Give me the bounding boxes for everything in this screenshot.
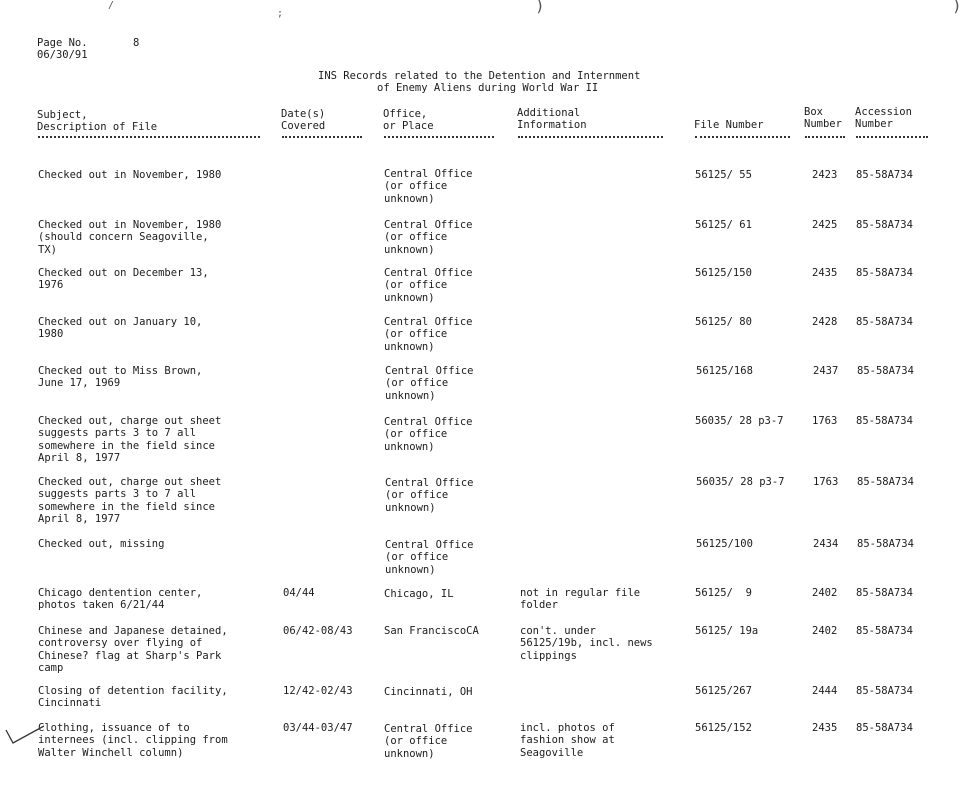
cell-subject: Checked out on January 10, 1980 [38,316,203,341]
document-title: INS Records related to the Detention and Internment [318,70,641,82]
cell-file-number: 56125/ 19a [695,625,759,637]
page-number: 8 [133,37,140,49]
cell-subject: Closing of detention facility, Cincinnati [38,685,228,710]
cell-office: Cincinnati, OH [384,686,473,698]
scan-mark: ) [535,0,545,15]
cell-accession-number: 85-58A734 [856,587,913,599]
cell-subject: Checked out to Miss Brown, June 17, 1969 [38,365,203,390]
cell-accession-number: 85-58A734 [856,267,913,279]
cell-box-number: 2402 [812,587,838,599]
cell-box-number: 2444 [812,685,838,697]
cell-office: San FranciscoCA [384,625,479,637]
cell-box-number: 2428 [812,316,838,328]
cell-box-number: 2425 [812,219,838,231]
cell-file-number: 56125/168 [696,365,753,377]
cell-subject: Checked out on December 13, 1976 [38,267,209,292]
page-date: 06/30/91 [37,49,88,61]
cell-subject: Checked out, charge out sheet suggests parts 3 to 7 all somewhere in the field since April 8, 1977 [38,415,222,464]
cell-file-number: 56125/150 [695,267,752,279]
cell-box-number: 2434 [813,538,839,550]
cell-file-number: 56125/100 [696,538,753,550]
cell-file-number: 56035/ 28 p3-7 [695,415,784,427]
cell-box-number: 2402 [812,625,838,637]
cell-dates: 03/44-03/47 [283,722,353,734]
cell-office: Central Office (or office unknown) [384,723,473,760]
scan-mark: ; [277,8,284,19]
cell-accession-number: 85-58A734 [856,415,913,427]
column-header-box-number: Box Number [804,106,842,131]
cell-office: Central Office (or office unknown) [385,365,474,402]
cell-office: Central Office (or office unknown) [384,267,473,304]
cell-subject: Checked out in November, 1980 [38,169,222,181]
cell-dates: 12/42-02/43 [283,685,353,697]
cell-file-number: 56125/ 55 [695,169,752,181]
page-number-label: Page No. [37,37,88,49]
column-header-accession-number: Accession Number [855,106,912,131]
cell-accession-number: 85-58A734 [856,625,913,637]
column-header-subject: Subject, Description of File [37,109,158,134]
cell-file-number: 56035/ 28 p3-7 [696,476,785,488]
cell-subject: Chicago dentention center, photos taken 6/21/44 [38,587,203,612]
cell-dates: 04/44 [283,587,315,599]
cell-accession-number: 85-58A734 [856,685,913,697]
cell-office: Central Office (or office unknown) [384,416,473,453]
cell-box-number: 1763 [812,415,838,427]
cell-info: incl. photos of fashion show at Seagoville [520,722,615,759]
cell-accession-number: 85-58A734 [856,722,913,734]
cell-box-number: 2435 [812,722,838,734]
cell-accession-number: 85-58A734 [857,538,914,550]
cell-office: Central Office (or office unknown) [384,219,473,256]
cell-subject: Checked out, charge out sheet suggests parts 3 to 7 all somewhere in the field since April 8, 1977 [38,476,222,525]
cell-file-number: 56125/ 9 [695,587,752,599]
document-subtitle: of Enemy Aliens during World War II [377,82,599,94]
cell-file-number: 56125/152 [695,722,752,734]
cell-box-number: 2437 [813,365,839,377]
scan-mark: / [108,0,115,11]
column-header-info: Additional Information [517,107,587,132]
cell-dates: 06/42-08/43 [283,625,353,637]
cell-box-number: 1763 [813,476,839,488]
cell-subject: Chinese and Japanese detained, controversy over flying of Chinese? flag at Sharp's Park camp [38,625,228,674]
cell-info: con't. under 56125/19b, incl. news clippings [520,625,653,662]
cell-accession-number: 85-58A734 [857,365,914,377]
cell-subject: Checked out in November, 1980 (should concern Seagoville, TX) [38,219,222,256]
cell-office: Central Office (or office unknown) [385,539,474,576]
cell-box-number: 2435 [812,267,838,279]
cell-office: Central Office (or office unknown) [385,477,474,514]
scan-mark: ) [952,0,962,15]
column-header-file-number: File Number [694,119,764,131]
cell-subject: Clothing, issuance of to internees (incl. clipping from Walter Winchell column) [38,722,228,759]
cell-info: not in regular file folder [520,587,641,612]
cell-subject: Checked out, missing [38,538,165,550]
cell-accession-number: 85-58A734 [856,169,913,181]
checkmark-icon [4,722,46,748]
cell-file-number: 56125/ 80 [695,316,752,328]
cell-office: Central Office (or office unknown) [384,316,473,353]
cell-file-number: 56125/ 61 [695,219,752,231]
column-header-office: Office, or Place [383,108,434,133]
column-header-dates: Date(s) Covered [281,108,326,133]
cell-accession-number: 85-58A734 [856,316,913,328]
cell-office: Chicago, IL [384,588,454,600]
cell-accession-number: 85-58A734 [857,476,914,488]
cell-box-number: 2423 [812,169,838,181]
cell-file-number: 56125/267 [695,685,752,697]
cell-office: Central Office (or office unknown) [384,168,473,205]
cell-accession-number: 85-58A734 [856,219,913,231]
